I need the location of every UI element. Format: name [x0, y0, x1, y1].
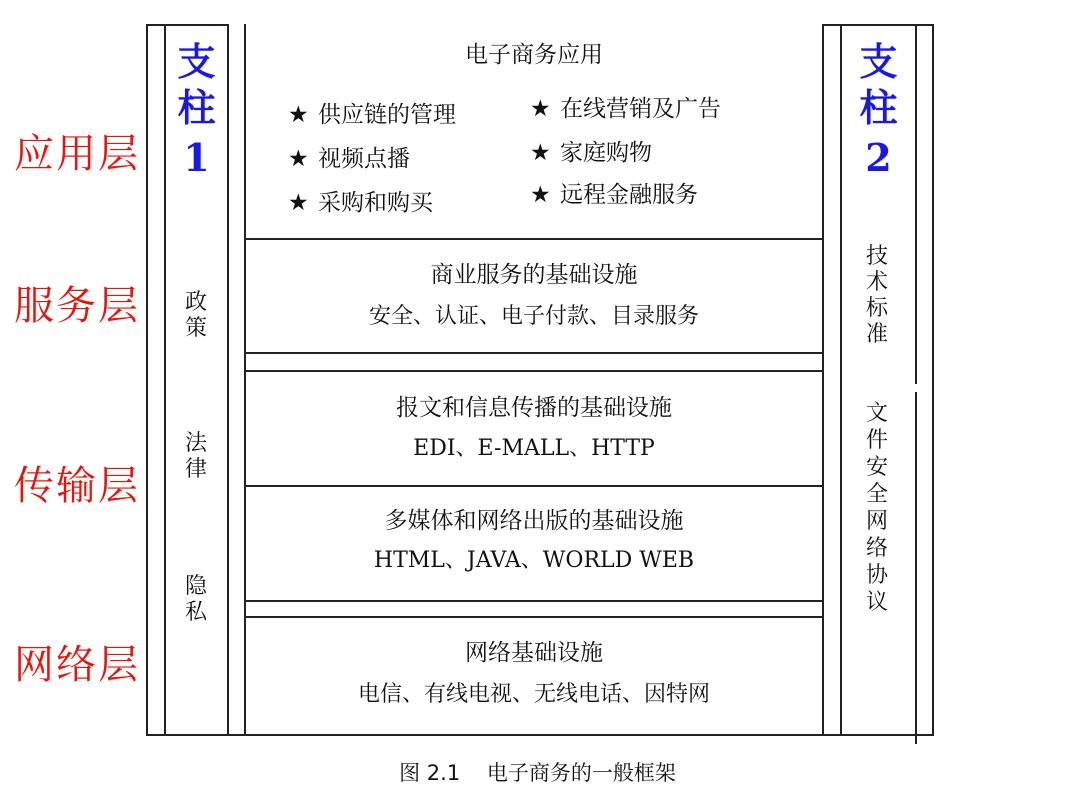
- app-item-right-2: [530, 138, 652, 168]
- right-content-border-2: [840, 24, 842, 736]
- pillar-1-item-privacy: 隐私: [184, 574, 207, 625]
- pillar-2-title-line3: 2: [865, 135, 892, 180]
- star-icon: ★: [288, 146, 309, 172]
- separator-message-multimedia: [244, 485, 824, 487]
- service-title: 商业服务的基础设施: [430, 262, 638, 288]
- app-item-left-1: [288, 100, 456, 130]
- pillar-1-title-line3: 1: [183, 135, 210, 180]
- separator-application-service: [244, 238, 824, 240]
- multimedia-subtitle: HTML、JAVA、WORLD WEB: [373, 548, 695, 573]
- app-item-right-1: [530, 94, 721, 124]
- right-pillar-top: [822, 24, 934, 26]
- app-item-right-3: [530, 180, 698, 210]
- service-subtitle: 安全、认证、电子付款、目录服务: [368, 304, 699, 329]
- layer-label-transport: 传输层: [14, 463, 140, 509]
- right-pillar-divider: [915, 24, 917, 384]
- star-icon: ★: [288, 102, 309, 128]
- layer-label-network: 网络层: [14, 642, 140, 688]
- app-item-label: 视频点播: [318, 146, 410, 172]
- pillar-1-title-line2: 柱: [177, 85, 216, 130]
- left-content-border-1: [227, 24, 229, 736]
- pillar-1-item-law: 法律: [184, 431, 207, 482]
- pillar-1-item-policy: 政策: [184, 290, 207, 341]
- multimedia-title: 多媒体和网络出版的基础设施: [384, 508, 684, 534]
- separator-service-b: [244, 370, 824, 372]
- message-subtitle: EDI、E-MALL、HTTP: [413, 436, 655, 461]
- right-content-border-1: [822, 24, 824, 736]
- message-title: 报文和信息传播的基础设施: [396, 395, 672, 421]
- star-icon: ★: [530, 182, 551, 208]
- left-pillar-top: [146, 24, 229, 26]
- star-icon: ★: [530, 140, 551, 166]
- pillar-2-title-line1: 支: [859, 39, 898, 84]
- app-item-label: 家庭购物: [560, 140, 652, 166]
- left-content-border-2: [244, 24, 246, 736]
- application-title: 电子商务应用: [465, 42, 603, 68]
- app-item-label: 在线营销及广告: [560, 96, 721, 122]
- bottom-border: [146, 734, 934, 736]
- pillar-2-item-tech-standard: 技术标准: [865, 244, 888, 347]
- pillar-1-title-line1: 支: [177, 39, 216, 84]
- pillar-2-item-file-security-protocol: 文件安全网络协议: [865, 401, 888, 615]
- left-outer-border: [146, 24, 148, 736]
- figure-caption: 图 2.1 电子商务的一般框架: [399, 761, 676, 785]
- app-item-left-2: [288, 144, 410, 174]
- app-item-label: 远程金融服务: [560, 182, 698, 208]
- network-subtitle: 电信、有线电视、无线电话、因特网: [357, 682, 710, 707]
- left-pillar-inner-border: [164, 24, 166, 736]
- app-item-label: 采购和购买: [318, 190, 433, 216]
- app-item-left-3: [288, 188, 433, 218]
- layer-label-application: 应用层: [14, 131, 140, 177]
- separator-multimedia-b: [244, 616, 824, 618]
- right-outer-border: [932, 24, 934, 736]
- star-icon: ★: [288, 190, 309, 216]
- app-item-label: 供应链的管理: [318, 102, 456, 128]
- separator-service-a: [244, 352, 824, 354]
- star-icon: ★: [530, 96, 551, 122]
- pillar-2-title-line2: 柱: [859, 85, 898, 130]
- layer-label-service: 服务层: [14, 283, 140, 329]
- right-pillar-divider-lower: [915, 392, 917, 744]
- network-title: 网络基础设施: [465, 640, 603, 666]
- separator-multimedia-a: [244, 600, 824, 602]
